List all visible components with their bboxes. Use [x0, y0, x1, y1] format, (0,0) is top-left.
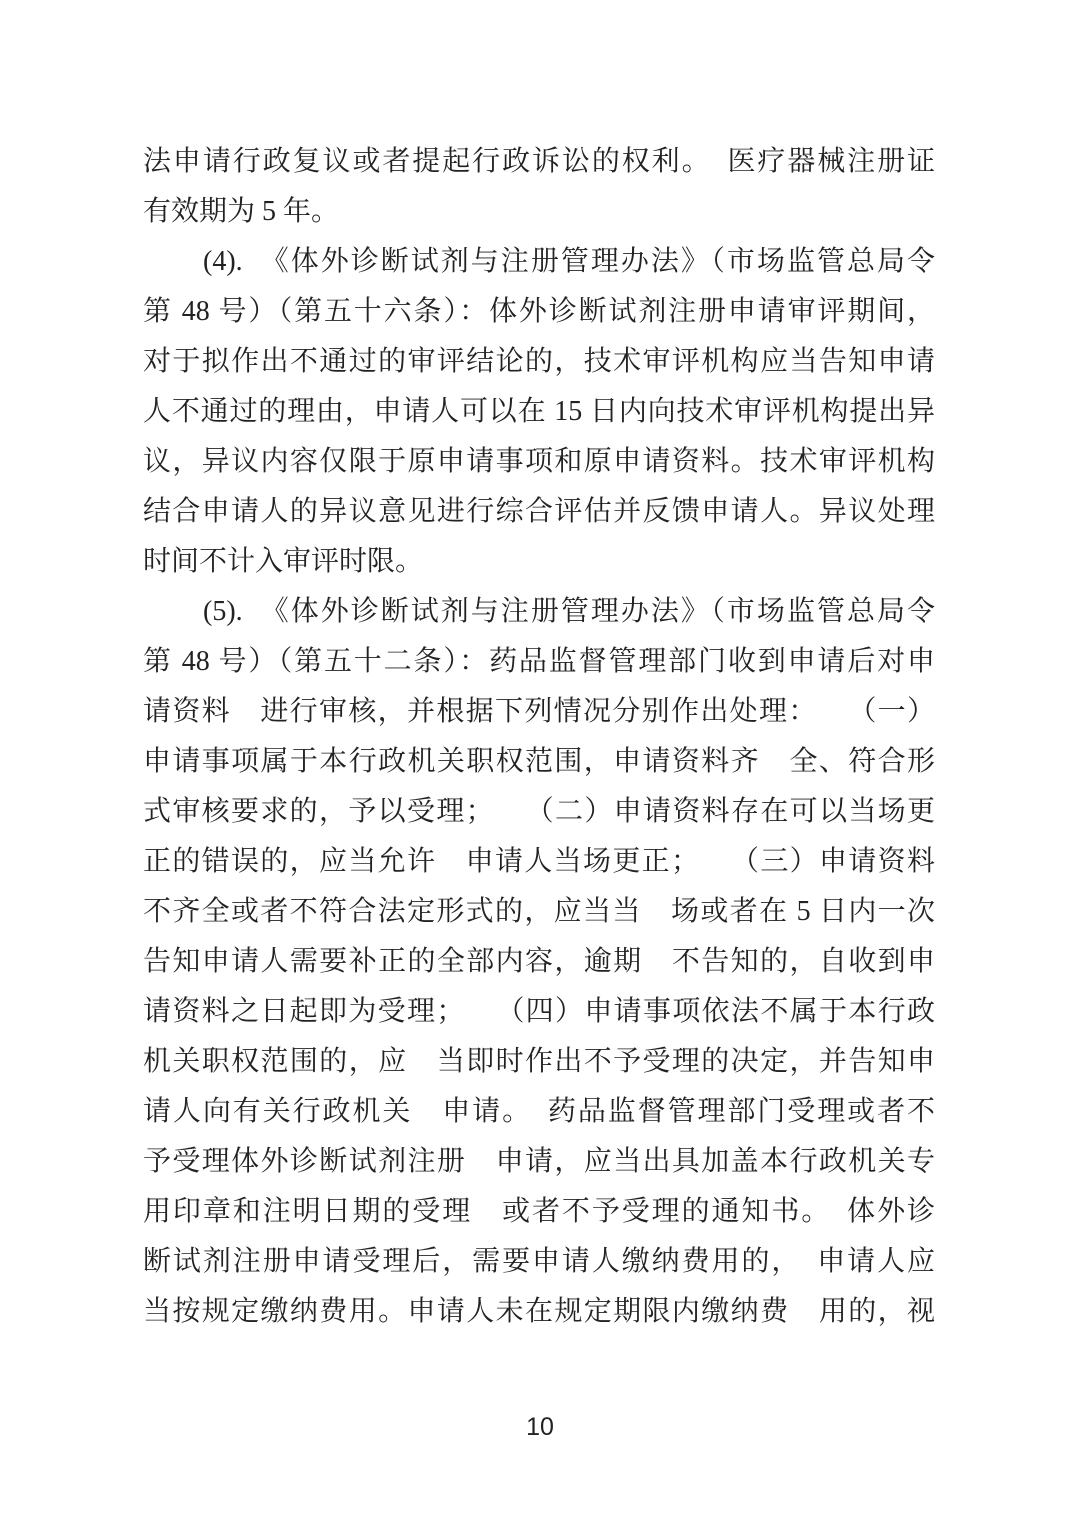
text-line: 请资料之日起即为受理； （四）申请事项依法不属于本行政 — [143, 996, 935, 1027]
text-line: 议，异议内容仅限于原申请事项和原申请资料。技术审评机构 — [143, 446, 935, 477]
text-line: 第 48 号）（第五十六条）：体外诊断试剂注册申请审评期间， — [143, 296, 935, 327]
text-line: (4). 《体外诊断试剂与注册管理办法》（市场监管总局令 — [143, 246, 935, 277]
text-line: 结合申请人的异议意见进行综合评估并反馈申请人。异议处理 — [143, 496, 935, 527]
text-line: 不齐全或者不符合法定形式的，应当当 场或者在 5 日内一次 — [143, 896, 935, 927]
text-line: 正的错误的，应当允许 申请人当场更正； （三）申请资料 — [143, 846, 935, 877]
text-line: 第 48 号）（第五十二条）：药品监督管理部门收到申请后对申 — [143, 646, 935, 677]
text-line: 式审核要求的，予以受理； （二）申请资料存在可以当场更 — [143, 796, 935, 827]
text-line: 告知申请人需要补正的全部内容，逾期 不告知的，自收到申 — [143, 946, 935, 977]
text-line: 断试剂注册申请受理后，需要申请人缴纳费用的， 申请人应 — [143, 1246, 935, 1277]
text-line: 予受理体外诊断试剂注册 申请，应当出具加盖本行政机关专 — [143, 1146, 935, 1177]
text-line: 请资料 进行审核，并根据下列情况分别作出处理： （一） — [143, 696, 935, 727]
text-line: 法申请行政复议或者提起行政诉讼的权利。 医疗器械注册证 — [143, 146, 935, 177]
text-line: 机关职权范围的，应 当即时作出不予受理的决定，并告知申 — [143, 1046, 935, 1077]
text-line: 请人向有关行政机关 申请。 药品监督管理部门受理或者不 — [143, 1096, 935, 1127]
text-line: 有效期为 5 年。 — [143, 196, 340, 227]
document-body — [143, 137, 935, 1337]
text-line: 时间不计入审评时限。 — [143, 546, 424, 577]
text-line: (5). 《体外诊断试剂与注册管理办法》（市场监管总局令 — [143, 596, 935, 627]
text-line: 当按规定缴纳费用。申请人未在规定期限内缴纳费 用的，视 — [143, 1296, 935, 1327]
text-line: 对于拟作出不通过的审评结论的，技术审评机构应当告知申请 — [143, 346, 935, 377]
page-number: 10 — [526, 1413, 554, 1441]
text-line: 申请事项属于本行政机关职权范围，申请资料齐 全、符合形 — [143, 746, 935, 777]
text-line: 人不通过的理由，申请人可以在 15 日内向技术审评机构提出异 — [143, 396, 935, 427]
text-line: 用印章和注明日期的受理 或者不予受理的通知书。 体外诊 — [143, 1196, 935, 1227]
